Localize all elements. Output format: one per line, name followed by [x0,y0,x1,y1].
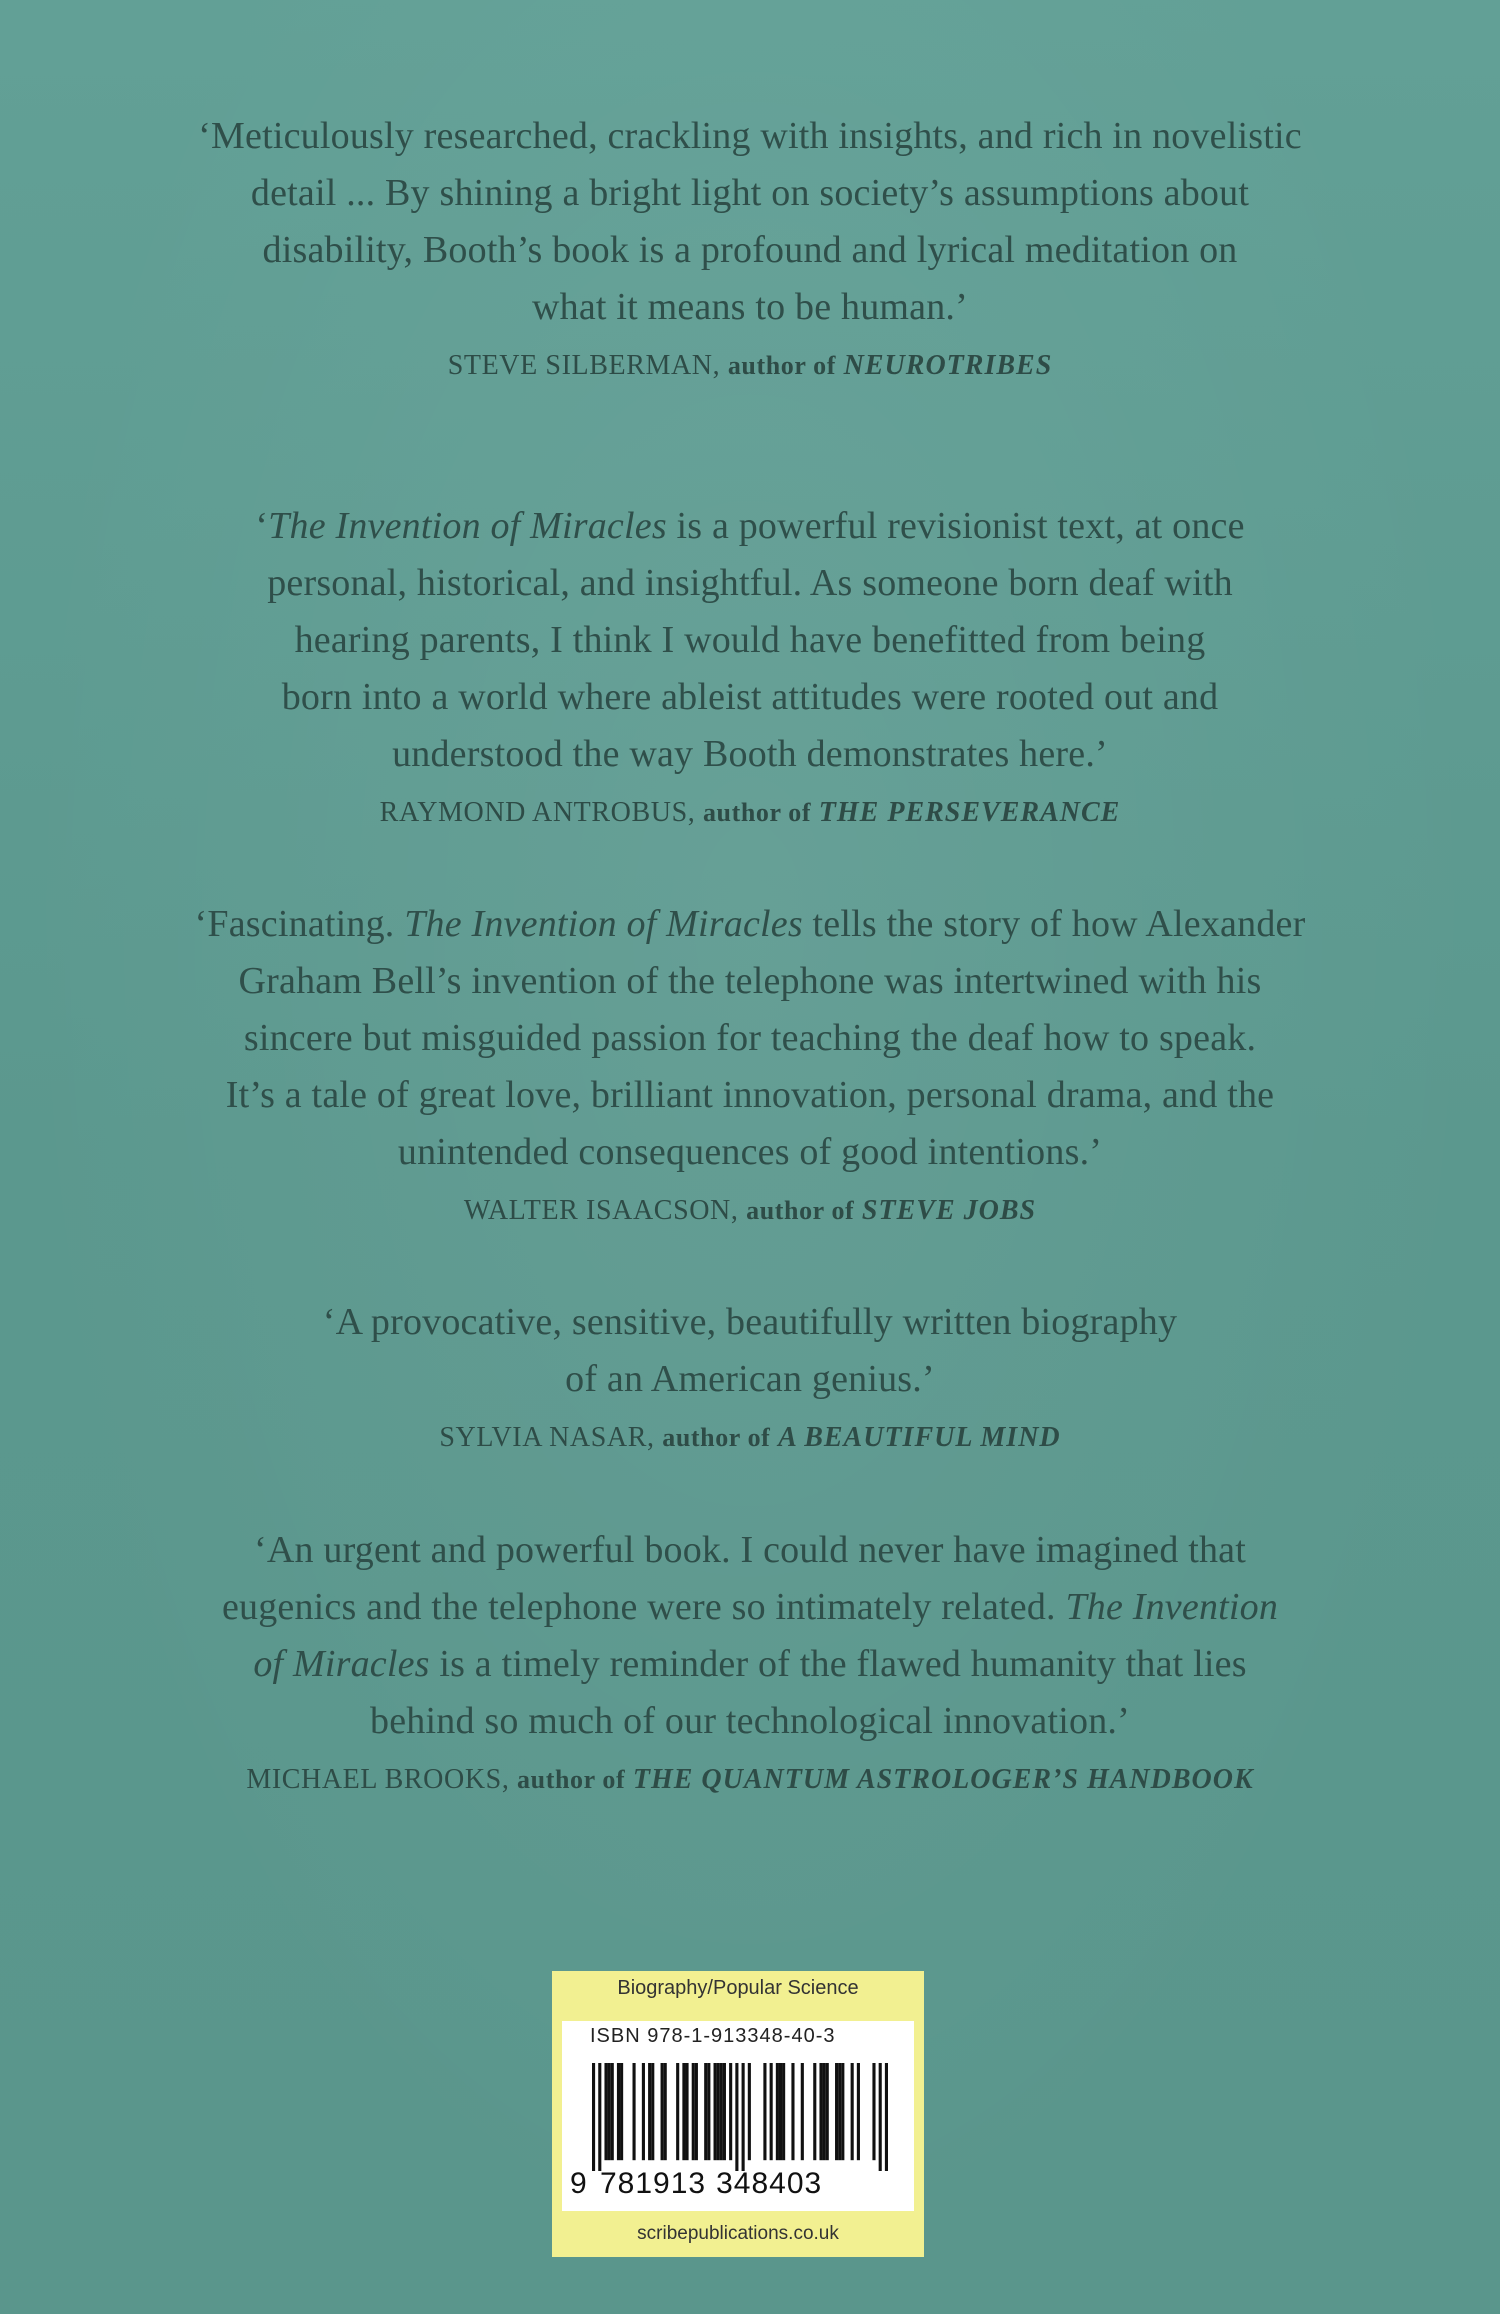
barcode-bar [661,2063,664,2160]
barcode-digits [570,2167,910,2201]
quote-text: tells the story of how Alexander [802,903,1306,945]
barcode-bar [823,2063,826,2160]
blurb-attribution [120,1418,1380,1458]
quote-line: unintended consequences of good intentions.’ [397,1131,1103,1173]
blurb-quote [120,498,1380,783]
barcode-digits-left: 781913 [600,2167,707,2200]
blurb-quote [120,896,1380,1181]
barcode-panel [562,2021,914,2211]
quote-line: understood the way Booth demonstrates here.’ [392,733,1108,775]
attribution-book: NEUROTRIBES [843,350,1053,381]
blurb-nasar [120,1294,1380,1458]
attribution-book: A BEAUTIFUL MIND [778,1422,1061,1453]
quote-text: ‘Fascinating. [194,903,405,945]
blurb-quote [120,1522,1380,1750]
barcode-bar [838,2063,841,2160]
publisher-url: scribepublications.co.uk [637,2223,839,2244]
barcode-bar [813,2063,816,2160]
blurb-attribution [120,1191,1380,1231]
barcode-bar [851,2063,854,2160]
barcode-bar [642,2063,645,2160]
attribution-author-of: author of [746,1196,855,1225]
barcode-bar [770,2063,773,2160]
barcode-bar [729,2063,732,2160]
barcode-bar [664,2063,667,2160]
barcode-bar [835,2063,838,2160]
quote-line: personal, historical, and insightful. As someone born deaf with [267,562,1233,604]
barcode-bar [704,2063,707,2160]
quote-line [120,498,1380,555]
barcode-label [552,1971,924,2257]
quote-line: sincere but misguided passion for teaching the deaf how to speak. [243,1017,1257,1059]
attribution-name: RAYMOND ANTROBUS, [379,797,696,828]
barcode-bar [826,2063,829,2160]
blurb-quote [120,108,1380,336]
quote-line: detail ... By shining a bright light on society’s assumptions about [250,172,1250,214]
barcode-digits-right: 348403 [716,2167,823,2200]
attribution-book: THE PERSEVERANCE [818,797,1121,828]
barcode-bars [592,2063,888,2171]
barcode-bar [651,2063,654,2160]
book-title: The Invention [1065,1586,1279,1628]
book-title: of Miracles [253,1643,430,1685]
attribution-author-of: author of [727,351,837,380]
blurb-quote [120,1294,1380,1408]
quote-line: behind so much of our technological innovation.’ [370,1700,1130,1742]
barcode-bar [682,2063,685,2160]
attribution-book: THE QUANTUM ASTROLOGER’S HANDBOOK [632,1764,1254,1795]
barcode-bar [819,2063,822,2160]
blurb-silberman [120,108,1380,386]
barcode-bar [604,2063,607,2160]
barcode-bar [723,2063,726,2160]
barcode-bar [841,2063,844,2160]
quote-line: disability, Booth’s book is a profound and lyrical meditation on [262,229,1238,271]
attribution-name: WALTER ISAACSON, [463,1195,739,1226]
blurb-isaacson [120,896,1380,1231]
barcode-bar [748,2063,751,2160]
barcode-bar [717,2063,720,2160]
attribution-author-of: author of [517,1765,626,1794]
attribution-author-of: author of [662,1423,771,1452]
barcode-bar [720,2063,723,2160]
book-title: The Invention of Miracles [404,903,803,945]
isbn-text: ISBN 978-1-913348-40-3 [590,2025,836,2047]
barcode-bar [598,2063,601,2171]
quote-line: ‘A provocative, sensitive, beautifully written biography [322,1301,1178,1343]
blurb-brooks [120,1522,1380,1800]
barcode-bar [872,2063,875,2160]
barcode-bar [620,2063,623,2160]
quote-line [120,896,1380,953]
quote-line: Graham Bell’s invention of the telephone was intertwined with his [238,960,1262,1002]
barcode-bar [735,2063,738,2171]
quote-line: It’s a tale of great love, brilliant innovation, personal drama, and the [225,1074,1275,1116]
barcode-bar [692,2063,695,2160]
barcode-bar [611,2063,614,2160]
barcode-bar [608,2063,611,2160]
barcode-digit-lead: 9 [570,2167,588,2200]
barcode-bar [592,2063,595,2171]
barcode-bar [633,2063,636,2160]
quote-line: ‘An urgent and powerful book. I could never have imagined that [253,1529,1246,1571]
attribution-book: STEVE JOBS [861,1195,1037,1226]
book-title: The Invention of Miracles [268,505,667,547]
quote-line: what it means to be human.’ [532,286,968,328]
quote-line [120,1636,1380,1693]
blurb-attribution [120,793,1380,833]
barcode-bar [676,2063,679,2160]
blurb-attribution [120,346,1380,386]
barcode-bar [763,2063,766,2160]
blurb-attribution [120,1760,1380,1800]
barcode-bar [801,2063,804,2160]
quote-line [120,1579,1380,1636]
barcode-bar [857,2063,860,2160]
category-label: Biography/Popular Science [617,1977,859,1999]
barcode-bar [782,2063,785,2160]
quote-text: is a timely reminder of the flawed humanity that lies [429,1643,1247,1685]
barcode-bar [617,2063,620,2160]
blurb-antrobus [120,498,1380,833]
barcode-bar [879,2063,882,2171]
quote-line: hearing parents, I think I would have benefitted from being [294,619,1206,661]
attribution-name: STEVE SILBERMAN, [447,350,721,381]
quote-line: of an American genius.’ [565,1358,935,1400]
attribution-name: MICHAEL BROOKS, [246,1764,510,1795]
quote-text: ‘ [255,505,269,547]
barcode-bar [714,2063,717,2160]
quote-text: is a powerful revisionist text, at once [666,505,1245,547]
barcode-bar [695,2063,698,2160]
barcode-bar [742,2063,745,2171]
attribution-name: SYLVIA NASAR, [439,1422,655,1453]
quote-text: eugenics and the telephone were so intimately related. [221,1586,1066,1628]
barcode-bar [776,2063,779,2160]
barcode-bar [707,2063,710,2160]
attribution-author-of: author of [702,798,812,827]
barcode-bar [885,2063,888,2171]
barcode-bar [648,2063,651,2160]
barcode-bar [791,2063,794,2160]
quote-line: ‘Meticulously researched, crackling with insights, and rich in novelistic [198,115,1302,157]
barcode-bar [779,2063,782,2160]
quote-line: born into a world where ableist attitudes were rooted out and [281,676,1219,718]
barcode-bar [685,2063,688,2160]
